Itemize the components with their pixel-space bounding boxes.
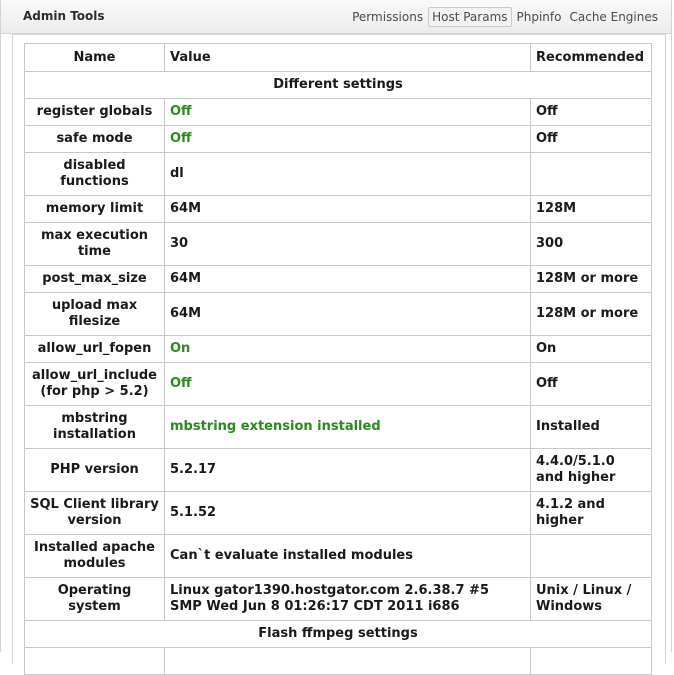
table-row <box>25 99 652 126</box>
column-header-recommended: Recommended <box>531 44 652 72</box>
table-row <box>25 336 652 363</box>
section-title-ffmpeg: Flash ffmpeg settings <box>25 621 652 648</box>
table-row <box>25 363 652 406</box>
section-row-different <box>25 72 652 99</box>
param-value: Off <box>165 99 531 126</box>
param-name: allow_url_fopen <box>25 336 165 363</box>
table-row <box>25 266 652 293</box>
param-recommended: Installed <box>531 406 652 449</box>
param-value: 5.1.52 <box>165 492 531 535</box>
column-header-name: Name <box>25 44 165 72</box>
param-recommended <box>531 153 652 196</box>
param-value: Can`t evaluate installed modules <box>165 535 531 578</box>
tab-bar <box>347 6 661 28</box>
table-row <box>25 223 652 266</box>
param-name: memory limit <box>25 196 165 223</box>
param-recommended: 128M or more <box>531 266 652 293</box>
param-recommended: 4.4.0/5.1.0 and higher <box>531 449 652 492</box>
param-value: dl <box>165 153 531 196</box>
param-recommended: Off <box>531 126 652 153</box>
tab-host-params[interactable]: Host Params <box>428 7 511 27</box>
param-recommended: Unix / Linux / Windows <box>531 578 652 621</box>
param-value: 5.2.17 <box>165 449 531 492</box>
param-recommended: 4.1.2 and higher <box>531 492 652 535</box>
param-value: 64M <box>165 293 531 336</box>
param-name: allow_url_include (for php > 5.2) <box>25 363 165 406</box>
host-params-table <box>24 43 652 675</box>
table-row <box>25 153 652 196</box>
param-name: Operating system <box>25 578 165 621</box>
param-name: max execution time <box>25 223 165 266</box>
table-row <box>25 293 652 336</box>
table-row <box>25 578 652 621</box>
param-name: safe mode <box>25 126 165 153</box>
param-recommended: On <box>531 336 652 363</box>
param-name: disabled functions <box>25 153 165 196</box>
param-value: Linux gator1390.hostgator.com 2.6.38.7 #5 SMP Wed Jun 8 01:26:17 CDT 2011 i686 <box>165 578 531 621</box>
param-recommended: 128M or more <box>531 293 652 336</box>
tab-phpinfo[interactable]: Phpinfo <box>516 10 562 24</box>
param-recommended: Off <box>531 363 652 406</box>
param-name: SQL Client library version <box>25 492 165 535</box>
param-value: On <box>165 336 531 363</box>
param-name: PHP version <box>25 449 165 492</box>
section-row-ffmpeg <box>25 621 652 648</box>
param-value: 64M <box>165 266 531 293</box>
table-header-row <box>25 44 652 72</box>
header-title: Admin Tools <box>23 9 105 23</box>
param-name: mbstring installation <box>25 406 165 449</box>
param-recommended: 128M <box>531 196 652 223</box>
param-value: 30 <box>165 223 531 266</box>
param-recommended <box>531 535 652 578</box>
param-name: post_max_size <box>25 266 165 293</box>
param-value: 64M <box>165 196 531 223</box>
param-recommended: Off <box>531 99 652 126</box>
param-value: Off <box>165 363 531 406</box>
param-name: upload max filesize <box>25 293 165 336</box>
table-row <box>25 535 652 578</box>
table-row <box>25 196 652 223</box>
param-name: register globals <box>25 99 165 126</box>
tab-cache-engines[interactable]: Cache Engines <box>569 10 658 24</box>
table-row <box>25 449 652 492</box>
table-row <box>25 126 652 153</box>
section-title-different: Different settings <box>25 72 652 99</box>
column-header-value: Value <box>165 44 531 72</box>
table-row <box>25 492 652 535</box>
param-value: mbstring extension installed <box>165 406 531 449</box>
param-recommended: 300 <box>531 223 652 266</box>
tab-permissions[interactable]: Permissions <box>352 10 424 24</box>
table-row <box>25 406 652 449</box>
admin-tools-header <box>1 0 671 34</box>
param-name: Installed apache modules <box>25 535 165 578</box>
param-value: Off <box>165 126 531 153</box>
